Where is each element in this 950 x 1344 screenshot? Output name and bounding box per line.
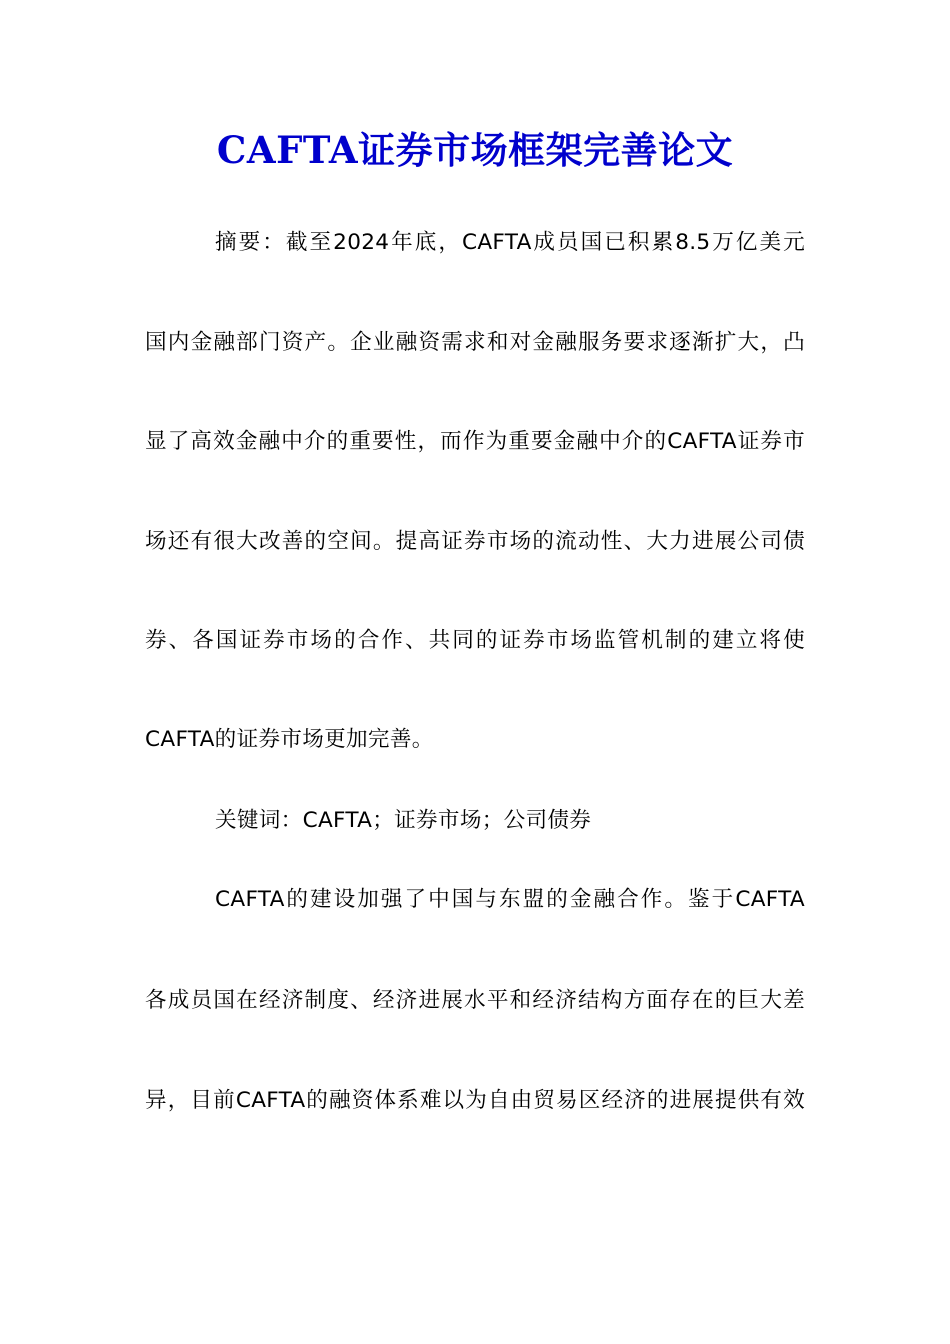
- abstract-line: 显了高效金融中介的重要性，而作为重要金融中介的CAFTA证券市: [145, 429, 805, 454]
- body-line: CAFTA的建设加强了中国与东盟的金融合作。鉴于CAFTA: [215, 887, 805, 912]
- keywords-line: 关键词：CAFTA；证券市场；公司债券: [215, 808, 592, 833]
- body-line: 各成员国在经济制度、经济进展水平和经济结构方面存在的巨大差: [145, 988, 805, 1013]
- abstract-line: CAFTA的证券市场更加完善。: [145, 727, 434, 752]
- abstract-line: 国内金融部门资产。企业融资需求和对金融服务要求逐渐扩大，凸: [145, 330, 805, 355]
- body-line: 异，目前CAFTA的融资体系难以为自由贸易区经济的进展提供有效: [145, 1088, 805, 1113]
- abstract-line: 摘要：截至2024年底，CAFTA成员国已积累8.5万亿美元: [215, 230, 805, 255]
- abstract-line: 券、各国证券市场的合作、共同的证券市场监管机制的建立将使: [145, 628, 805, 653]
- document-title: CAFTA证券市场框架完善论文: [216, 128, 734, 172]
- abstract-line: 场还有很大改善的空间。提高证券市场的流动性、大力进展公司债: [145, 529, 805, 554]
